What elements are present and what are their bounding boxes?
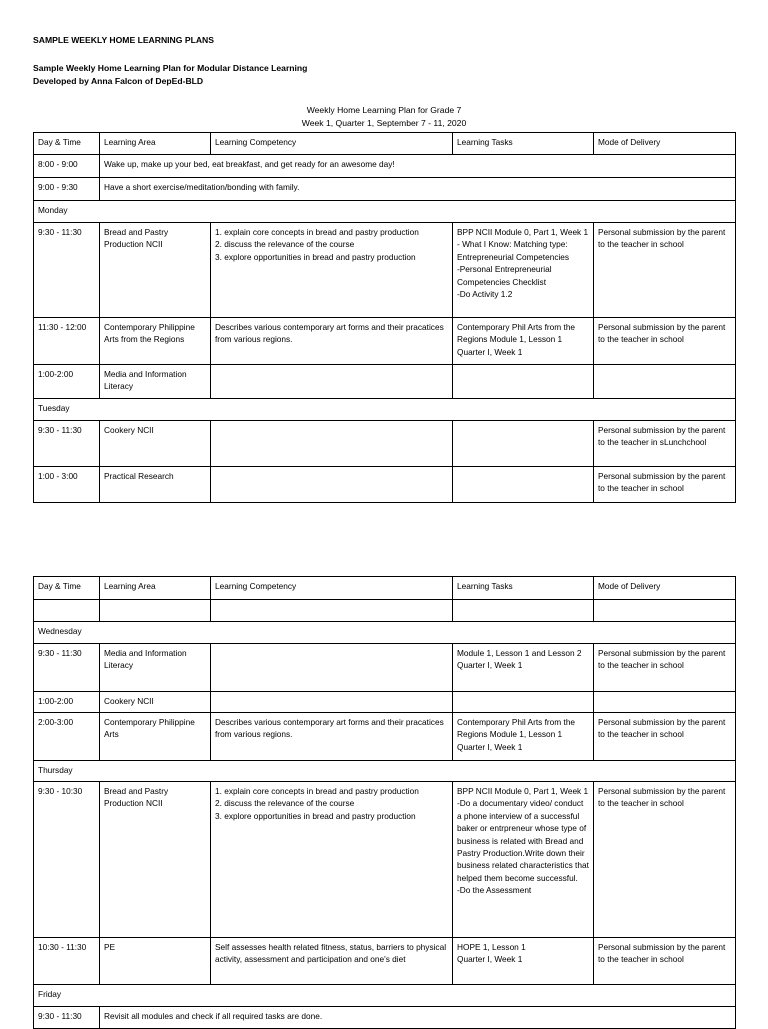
table-header-row	[34, 577, 736, 600]
learning-competency-cell	[211, 692, 453, 713]
learning-competency-cell	[211, 644, 453, 692]
plan-week: Week 1, Quarter 1, September 7 - 11, 2020	[301, 118, 467, 128]
header-day-time: Day & Time	[34, 577, 100, 600]
learning-tasks-cell: BPP NCII Module 0, Part 1, Week 1 -Do a documentary video/ conduct a phone interview of a successful baker or entrpreneur whose type of business is related with Bread and Pastry Production.Write down their business related characteristics that helped them become successful. -Do the Assessment	[453, 782, 594, 938]
table-row	[34, 692, 736, 713]
time-cell: 9:00 - 9:30	[34, 178, 100, 201]
learning-tasks-cell: Contemporary Phil Arts from the Regions Module 1, Lesson 1 Quarter I, Week 1	[453, 713, 594, 761]
day-label-wednesday: Wednesday	[34, 622, 736, 644]
mode-of-delivery-cell: Personal submission by the parent to the teacher in school	[594, 223, 736, 318]
table-row	[34, 467, 736, 503]
header-learning-tasks: Learning Tasks	[453, 577, 594, 600]
mode-of-delivery-cell: Personal submission by the parent to the teacher in school	[594, 782, 736, 938]
mode-of-delivery-cell: Personal submission by the parent to the teacher in school	[594, 644, 736, 692]
table-row	[34, 155, 736, 178]
time-cell: 9:30 - 11:30	[34, 223, 100, 318]
day-label-friday: Friday	[34, 985, 736, 1007]
activity-cell: Revisit all modules and check if all required tasks are done.	[100, 1007, 736, 1029]
doc-heading: SAMPLE WEEKLY HOME LEARNING PLANS	[33, 35, 214, 45]
header-day-time: Day & Time	[34, 133, 100, 155]
day-label-monday: Monday	[34, 201, 736, 223]
header-learning-area: Learning Area	[100, 577, 211, 600]
time-cell: 1:00-2:00	[34, 365, 100, 399]
learning-tasks-cell	[453, 467, 594, 503]
mode-of-delivery-cell	[594, 600, 736, 622]
mode-of-delivery-cell: Personal submission by the parent to the teacher in school	[594, 467, 736, 503]
time-cell: 2:00-3:00	[34, 713, 100, 761]
table-row	[34, 644, 736, 692]
table-row	[34, 938, 736, 985]
header-mode-of-delivery: Mode of Delivery	[594, 577, 736, 600]
learning-area-cell: Bread and Pastry Production NCII	[100, 223, 211, 318]
header-learning-tasks: Learning Tasks	[453, 133, 594, 155]
header-mode-of-delivery: Mode of Delivery	[594, 133, 736, 155]
day-row	[34, 761, 736, 782]
learning-competency-cell: 1. explain core concepts in bread and pastry production 2. discuss the relevance of the course 3. explore opportunities in bread and pastry production	[211, 782, 453, 938]
time-cell: 9:30 - 11:30	[34, 421, 100, 467]
table-row	[34, 318, 736, 365]
learning-area-cell: Media and Information Literacy	[100, 644, 211, 692]
learning-area-cell: Contemporary Philippine Arts from the Regions	[100, 318, 211, 365]
learning-tasks-cell: HOPE 1, Lesson 1 Quarter I, Week 1	[453, 938, 594, 985]
header-learning-competency: Learning Competency	[211, 133, 453, 155]
learning-competency-cell: Describes various contemporary art forms and their pracatices from various regions.	[211, 713, 453, 761]
mode-of-delivery-cell	[594, 692, 736, 713]
learning-area-cell: Contemporary Philippine Arts	[100, 713, 211, 761]
learning-competency-cell	[211, 467, 453, 503]
learning-tasks-cell	[453, 600, 594, 622]
day-row	[34, 201, 736, 223]
table-row	[34, 223, 736, 318]
header-learning-area: Learning Area	[100, 133, 211, 155]
learning-tasks-cell	[453, 365, 594, 399]
doc-author: Developed by Anna Falcon of DepEd-BLD	[33, 76, 204, 86]
mode-of-delivery-cell: Personal submission by the parent to the teacher in sLunchchool	[594, 421, 736, 467]
header-learning-competency: Learning Competency	[211, 577, 453, 600]
learning-plan-table-1	[33, 132, 736, 503]
time-cell: 1:00-2:00	[34, 692, 100, 713]
day-label-tuesday: Tuesday	[34, 399, 736, 421]
mode-of-delivery-cell: Personal submission by the parent to the teacher in school	[594, 318, 736, 365]
learning-area-cell: Practical Research	[100, 467, 211, 503]
time-cell: 9:30 - 11:30	[34, 1007, 100, 1029]
time-cell	[34, 600, 100, 622]
learning-competency-cell: 1. explain core concepts in bread and pastry production 2. discuss the relevance of the course 3. explore opportunities in bread and pastry production	[211, 223, 453, 318]
mode-of-delivery-cell: Personal submission by the parent to the teacher in school	[594, 938, 736, 985]
learning-area-cell: Cookery NCII	[100, 421, 211, 467]
table-row	[34, 713, 736, 761]
learning-competency-cell	[211, 421, 453, 467]
day-label-thursday: Thursday	[34, 761, 736, 782]
learning-competency-cell	[211, 365, 453, 399]
time-cell: 10:30 - 11:30	[34, 938, 100, 985]
learning-area-cell: PE	[100, 938, 211, 985]
learning-tasks-cell: BPP NCII Module 0, Part 1, Week 1 - What I Know: Matching type: Entrepreneurial Competencies -Personal Entrepreneurial Competencies Checklist -Do Activity 1.2	[453, 223, 594, 318]
table-row	[34, 1007, 736, 1029]
table-row	[34, 178, 736, 201]
table-row	[34, 365, 736, 399]
learning-tasks-cell: Contemporary Phil Arts from the Regions Module 1, Lesson 1 Quarter I, Week 1	[453, 318, 594, 365]
time-cell: 9:30 - 11:30	[34, 644, 100, 692]
table-row	[34, 782, 736, 938]
time-cell: 8:00 - 9:00	[34, 155, 100, 178]
doc-subheading: Sample Weekly Home Learning Plan for Modular Distance Learning	[33, 63, 308, 73]
learning-tasks-cell	[453, 421, 594, 467]
learning-tasks-cell: Module 1, Lesson 1 and Lesson 2 Quarter I, Week 1	[453, 644, 594, 692]
day-row	[34, 622, 736, 644]
time-cell: 11:30 - 12:00	[34, 318, 100, 365]
plan-title: Weekly Home Learning Plan for Grade 7	[306, 105, 462, 115]
day-row	[34, 399, 736, 421]
table-header-row	[34, 133, 736, 155]
learning-area-cell: Cookery NCII	[100, 692, 211, 713]
learning-competency-cell: Self assesses health related fitness, status, barriers to physical activity, assessment and participation and one's diet	[211, 938, 453, 985]
learning-tasks-cell	[453, 692, 594, 713]
time-cell: 9:30 - 10:30	[34, 782, 100, 938]
learning-area-cell: Bread and Pastry Production NCII	[100, 782, 211, 938]
activity-cell: Have a short exercise/meditation/bonding with family.	[100, 178, 736, 201]
table-row	[34, 600, 736, 622]
mode-of-delivery-cell	[594, 365, 736, 399]
learning-plan-table-2	[33, 576, 736, 1029]
learning-area-cell: Media and Information Literacy	[100, 365, 211, 399]
activity-cell: Wake up, make up your bed, eat breakfast, and get ready for an awesome day!	[100, 155, 736, 178]
learning-competency-cell: Describes various contemporary art forms and their pracatices from various regions.	[211, 318, 453, 365]
learning-competency-cell	[211, 600, 453, 622]
learning-area-cell	[100, 600, 211, 622]
day-row	[34, 985, 736, 1007]
mode-of-delivery-cell: Personal submission by the parent to the teacher in school	[594, 713, 736, 761]
time-cell: 1:00 - 3:00	[34, 467, 100, 503]
table-row	[34, 421, 736, 467]
